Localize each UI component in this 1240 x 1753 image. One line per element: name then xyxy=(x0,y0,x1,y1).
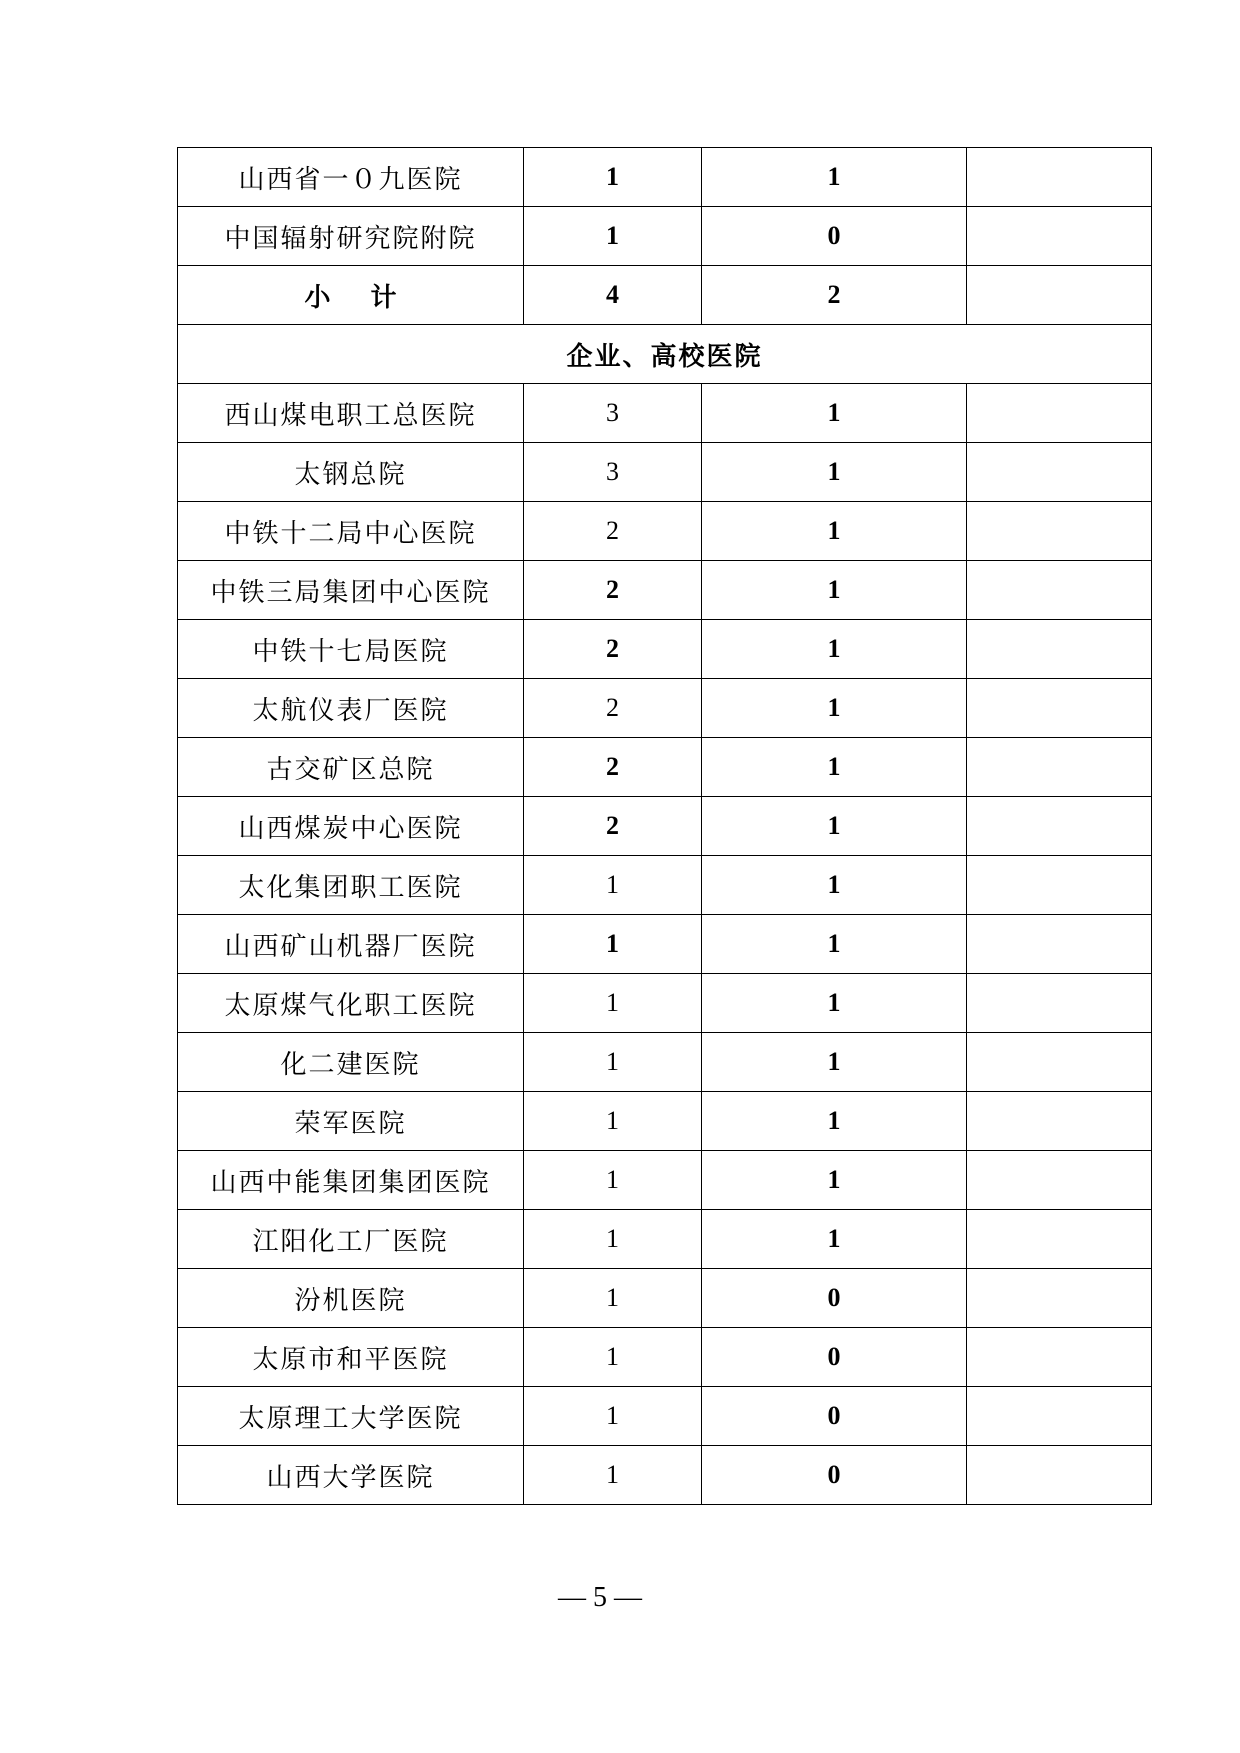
hospital-name-cell: 中铁三局集团中心医院 xyxy=(178,561,524,620)
count-a-cell: 1 xyxy=(524,1210,702,1269)
count-b-cell: 1 xyxy=(702,620,967,679)
count-a-cell: 3 xyxy=(524,384,702,443)
hospital-name-cell: 太航仪表厂医院 xyxy=(178,679,524,738)
subtotal-remark-cell xyxy=(967,266,1152,325)
count-a-cell: 2 xyxy=(524,502,702,561)
count-a-cell: 1 xyxy=(524,974,702,1033)
count-b-cell: 1 xyxy=(702,1151,967,1210)
remark-cell xyxy=(967,1328,1152,1387)
section-title: 企业、高校医院 xyxy=(178,325,1152,384)
count-a-cell: 1 xyxy=(524,1033,702,1092)
count-a-cell: 2 xyxy=(524,620,702,679)
hospital-name-cell: 中铁十七局医院 xyxy=(178,620,524,679)
count-a-cell: 1 xyxy=(524,1387,702,1446)
hospital-name-cell: 山西矿山机器厂医院 xyxy=(178,915,524,974)
count-b-cell: 0 xyxy=(702,207,967,266)
count-b-cell: 1 xyxy=(702,561,967,620)
count-b-cell: 0 xyxy=(702,1269,967,1328)
count-a-cell: 1 xyxy=(524,915,702,974)
table-row xyxy=(178,974,1152,1033)
remark-cell xyxy=(967,679,1152,738)
count-b-cell: 1 xyxy=(702,856,967,915)
table-row xyxy=(178,797,1152,856)
page-number: — 5 — xyxy=(558,1582,642,1613)
count-b-cell: 0 xyxy=(702,1328,967,1387)
remark-cell xyxy=(967,797,1152,856)
count-a-cell: 1 xyxy=(524,1328,702,1387)
table-row xyxy=(178,738,1152,797)
table-row xyxy=(178,1092,1152,1151)
table-row xyxy=(178,1210,1152,1269)
subtotal-b-cell: 2 xyxy=(702,266,967,325)
table-row xyxy=(178,1387,1152,1446)
table-row xyxy=(178,915,1152,974)
count-a-cell: 2 xyxy=(524,738,702,797)
section-header-row xyxy=(178,325,1152,384)
count-a-cell: 2 xyxy=(524,561,702,620)
count-a-cell: 1 xyxy=(524,1269,702,1328)
hospital-name-cell: 山西大学医院 xyxy=(178,1446,524,1505)
hospital-name-cell: 太原煤气化职工医院 xyxy=(178,974,524,1033)
hospital-name-cell: 太化集团职工医院 xyxy=(178,856,524,915)
remark-cell xyxy=(967,384,1152,443)
hospital-table-body xyxy=(178,148,1152,1505)
count-a-cell: 2 xyxy=(524,797,702,856)
remark-cell xyxy=(967,1033,1152,1092)
table-row xyxy=(178,620,1152,679)
hospital-name-cell: 太原理工大学医院 xyxy=(178,1387,524,1446)
count-a-cell: 1 xyxy=(524,856,702,915)
table-row xyxy=(178,1033,1152,1092)
count-b-cell: 0 xyxy=(702,1446,967,1505)
hospital-name-cell: 江阳化工厂医院 xyxy=(178,1210,524,1269)
count-b-cell: 1 xyxy=(702,797,967,856)
table-row xyxy=(178,679,1152,738)
count-b-cell: 1 xyxy=(702,1092,967,1151)
hospital-name-cell: 西山煤电职工总医院 xyxy=(178,384,524,443)
remark-cell xyxy=(967,207,1152,266)
hospital-name-cell: 太原市和平医院 xyxy=(178,1328,524,1387)
remark-cell xyxy=(967,974,1152,1033)
remark-cell xyxy=(967,620,1152,679)
remark-cell xyxy=(967,738,1152,797)
table-row xyxy=(178,856,1152,915)
count-b-cell: 1 xyxy=(702,974,967,1033)
hospital-name-cell: 中铁十二局中心医院 xyxy=(178,502,524,561)
remark-cell xyxy=(967,148,1152,207)
table-row xyxy=(178,1151,1152,1210)
count-b-cell: 1 xyxy=(702,384,967,443)
remark-cell xyxy=(967,443,1152,502)
hospital-name-cell: 荣军医院 xyxy=(178,1092,524,1151)
count-b-cell: 1 xyxy=(702,443,967,502)
table-row xyxy=(178,207,1152,266)
count-b-cell: 1 xyxy=(702,915,967,974)
count-a-cell: 2 xyxy=(524,679,702,738)
subtotal-label xyxy=(178,266,524,325)
count-a-cell: 1 xyxy=(524,148,702,207)
remark-cell xyxy=(967,1151,1152,1210)
count-a-cell: 1 xyxy=(524,1446,702,1505)
hospital-name-cell: 中国辐射研究院附院 xyxy=(178,207,524,266)
remark-cell xyxy=(967,1446,1152,1505)
hospital-table xyxy=(177,147,1152,1505)
table-row xyxy=(178,1269,1152,1328)
count-b-cell: 0 xyxy=(702,1387,967,1446)
count-b-cell: 1 xyxy=(702,148,967,207)
remark-cell xyxy=(967,1387,1152,1446)
table-row xyxy=(178,1328,1152,1387)
hospital-name-cell: 古交矿区总院 xyxy=(178,738,524,797)
subtotal-a-cell: 4 xyxy=(524,266,702,325)
table-row xyxy=(178,502,1152,561)
subtotal-label-second: 计 xyxy=(370,282,397,313)
hospital-name-cell: 化二建医院 xyxy=(178,1033,524,1092)
count-a-cell: 1 xyxy=(524,207,702,266)
hospital-name-cell: 山西省一０九医院 xyxy=(178,148,524,207)
subtotal-label-first: 小 xyxy=(304,282,331,313)
count-b-cell: 1 xyxy=(702,679,967,738)
table-row xyxy=(178,148,1152,207)
count-a-cell: 3 xyxy=(524,443,702,502)
count-b-cell: 1 xyxy=(702,502,967,561)
subtotal-row xyxy=(178,266,1152,325)
count-a-cell: 1 xyxy=(524,1092,702,1151)
hospital-name-cell: 汾机医院 xyxy=(178,1269,524,1328)
remark-cell xyxy=(967,1210,1152,1269)
remark-cell xyxy=(967,1269,1152,1328)
remark-cell xyxy=(967,502,1152,561)
hospital-name-cell: 太钢总院 xyxy=(178,443,524,502)
hospital-name-cell: 山西煤炭中心医院 xyxy=(178,797,524,856)
remark-cell xyxy=(967,856,1152,915)
count-b-cell: 1 xyxy=(702,1033,967,1092)
table-row xyxy=(178,443,1152,502)
table-row xyxy=(178,384,1152,443)
table-row xyxy=(178,561,1152,620)
remark-cell xyxy=(967,561,1152,620)
count-b-cell: 1 xyxy=(702,738,967,797)
count-a-cell: 1 xyxy=(524,1151,702,1210)
table-row xyxy=(178,1446,1152,1505)
remark-cell xyxy=(967,915,1152,974)
count-b-cell: 1 xyxy=(702,1210,967,1269)
hospital-name-cell: 山西中能集团集团医院 xyxy=(178,1151,524,1210)
remark-cell xyxy=(967,1092,1152,1151)
